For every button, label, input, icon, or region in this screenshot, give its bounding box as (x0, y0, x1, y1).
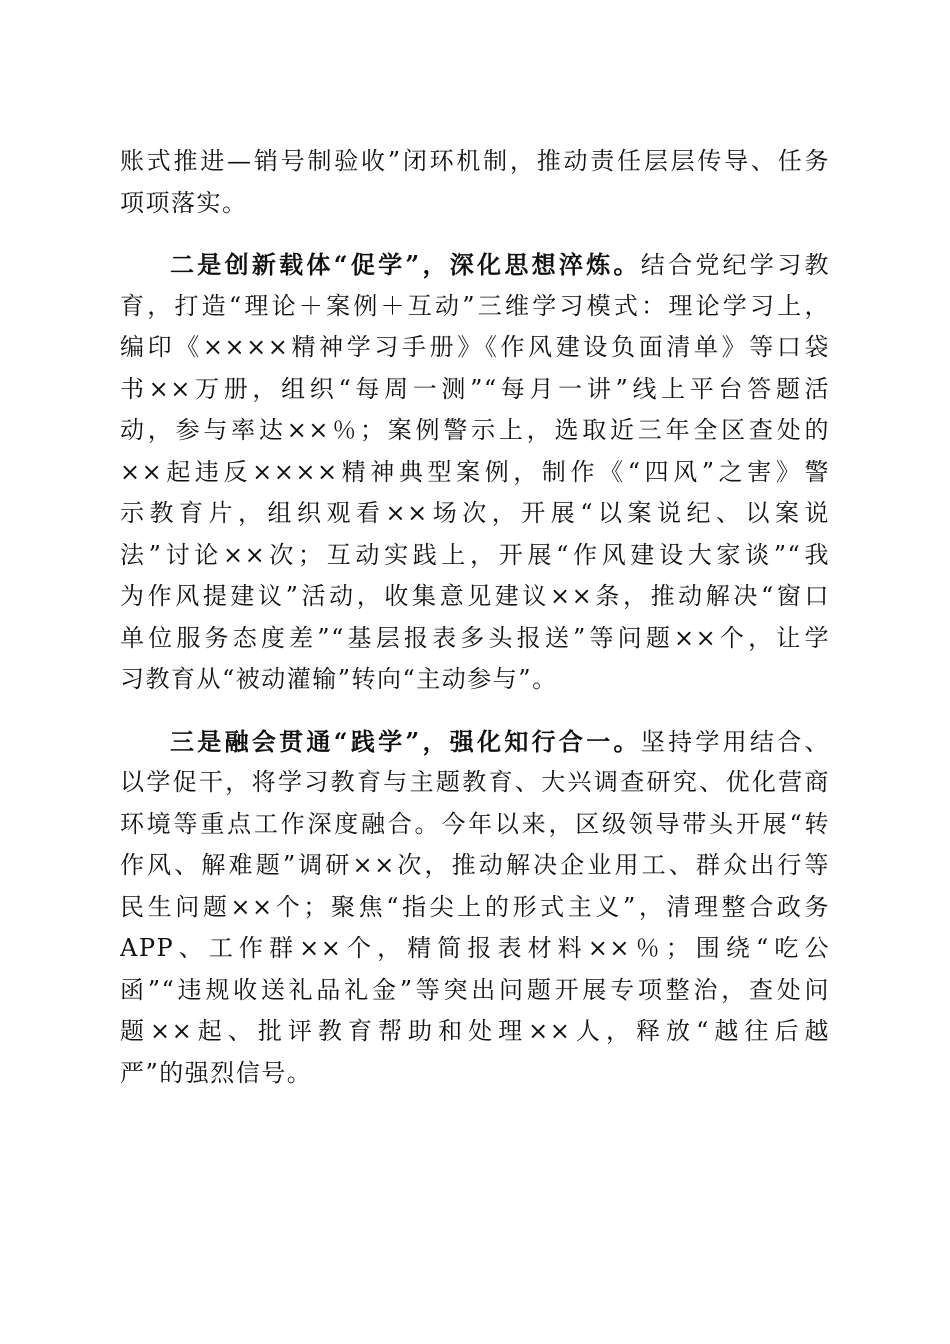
line-text: 育，打造“理论＋案例＋互动”三维学习模式：理论学习上， (120, 291, 830, 320)
line-text: 法”讨论××次；互动实践上，开展“作风建设大家谈”“我 (120, 540, 830, 569)
line-text: ××起违反××××精神典型案例，制作《“四风”之害》警 (120, 457, 830, 486)
text-line (120, 369, 830, 411)
paragraph-lead: 二是创新载体“促学”，深化思想淬炼。 (170, 250, 641, 279)
line-text: 严”的强烈信号。 (120, 1058, 313, 1087)
line-text: 单位服务态度差”“基层报表多头报送”等问题××个，让学 (120, 623, 830, 652)
line-text: 函”“违规收送礼品礼金”等突出问题开展专项整治，查处问 (120, 975, 830, 1004)
text-line (120, 1011, 830, 1053)
line-text: 坚持学用结合、 (640, 727, 830, 756)
line-text: 动，参与率达××％；案例警示上，选取近三年全区查处的 (120, 416, 830, 444)
line-text: 项项落实。 (120, 188, 248, 217)
text-line (120, 762, 830, 804)
line-text: 习教育从“被动灌输”转向“主动参与”。 (120, 665, 558, 693)
text-line (120, 327, 830, 369)
line-text: 结合党纪学习教 (640, 251, 830, 279)
line-text: APP、工作群××个，精简报表材料××％；围绕“吃公 (120, 934, 830, 962)
line-text: 编印《××××精神学习手册》《作风建设负面清单》等口袋 (120, 333, 830, 361)
line-text: 示教育片，组织观看××场次，开展“以案说纪、以案说 (120, 499, 830, 527)
text-line (120, 286, 830, 328)
text-line (120, 244, 830, 286)
text-line (120, 887, 830, 929)
text-line (120, 141, 830, 183)
line-text: 民生问题××个；聚焦“指尖上的形式主义”，清理整合政务 (120, 892, 830, 921)
text-line (120, 618, 830, 660)
text-line (120, 845, 830, 887)
text-line (120, 535, 830, 577)
paragraph-innovate-carriers (120, 244, 830, 701)
text-line (120, 804, 830, 846)
text-line (120, 410, 830, 452)
paragraph-integrate-practice (120, 721, 830, 1095)
text-line (120, 928, 830, 970)
text-line (120, 183, 830, 225)
document-body (120, 141, 830, 1094)
paragraph-lead: 三是融会贯通“践学”，强化知行合一。 (170, 726, 641, 756)
line-text: 以学促干，将学习教育与主题教育、大兴调查研究、优化营商 (120, 768, 830, 796)
paragraph-continuation (120, 141, 830, 224)
line-text: 题××起、批评教育帮助和处理××人，释放“越往后越 (120, 1017, 830, 1045)
line-text: 环境等重点工作深度融合。今年以来，区级领导带头开展“转 (120, 809, 830, 838)
text-line (120, 659, 830, 701)
line-text: 为作风提建议”活动，收集意见建议××条，推动解决“窗口 (120, 582, 830, 610)
line-text: 书××万册，组织“每周一测”“每月一讲”线上平台答题活 (120, 374, 830, 403)
text-line (120, 721, 830, 763)
text-line (120, 493, 830, 535)
text-line (120, 1053, 830, 1095)
text-line (120, 452, 830, 494)
line-text: 账式推进—销号制验收”闭环机制，推动责任层层传导、任务 (120, 147, 830, 175)
line-text: 作风、解难题”调研××次，推动解决企业用工、群众出行等 (120, 851, 830, 879)
text-line (120, 970, 830, 1012)
text-line (120, 576, 830, 618)
